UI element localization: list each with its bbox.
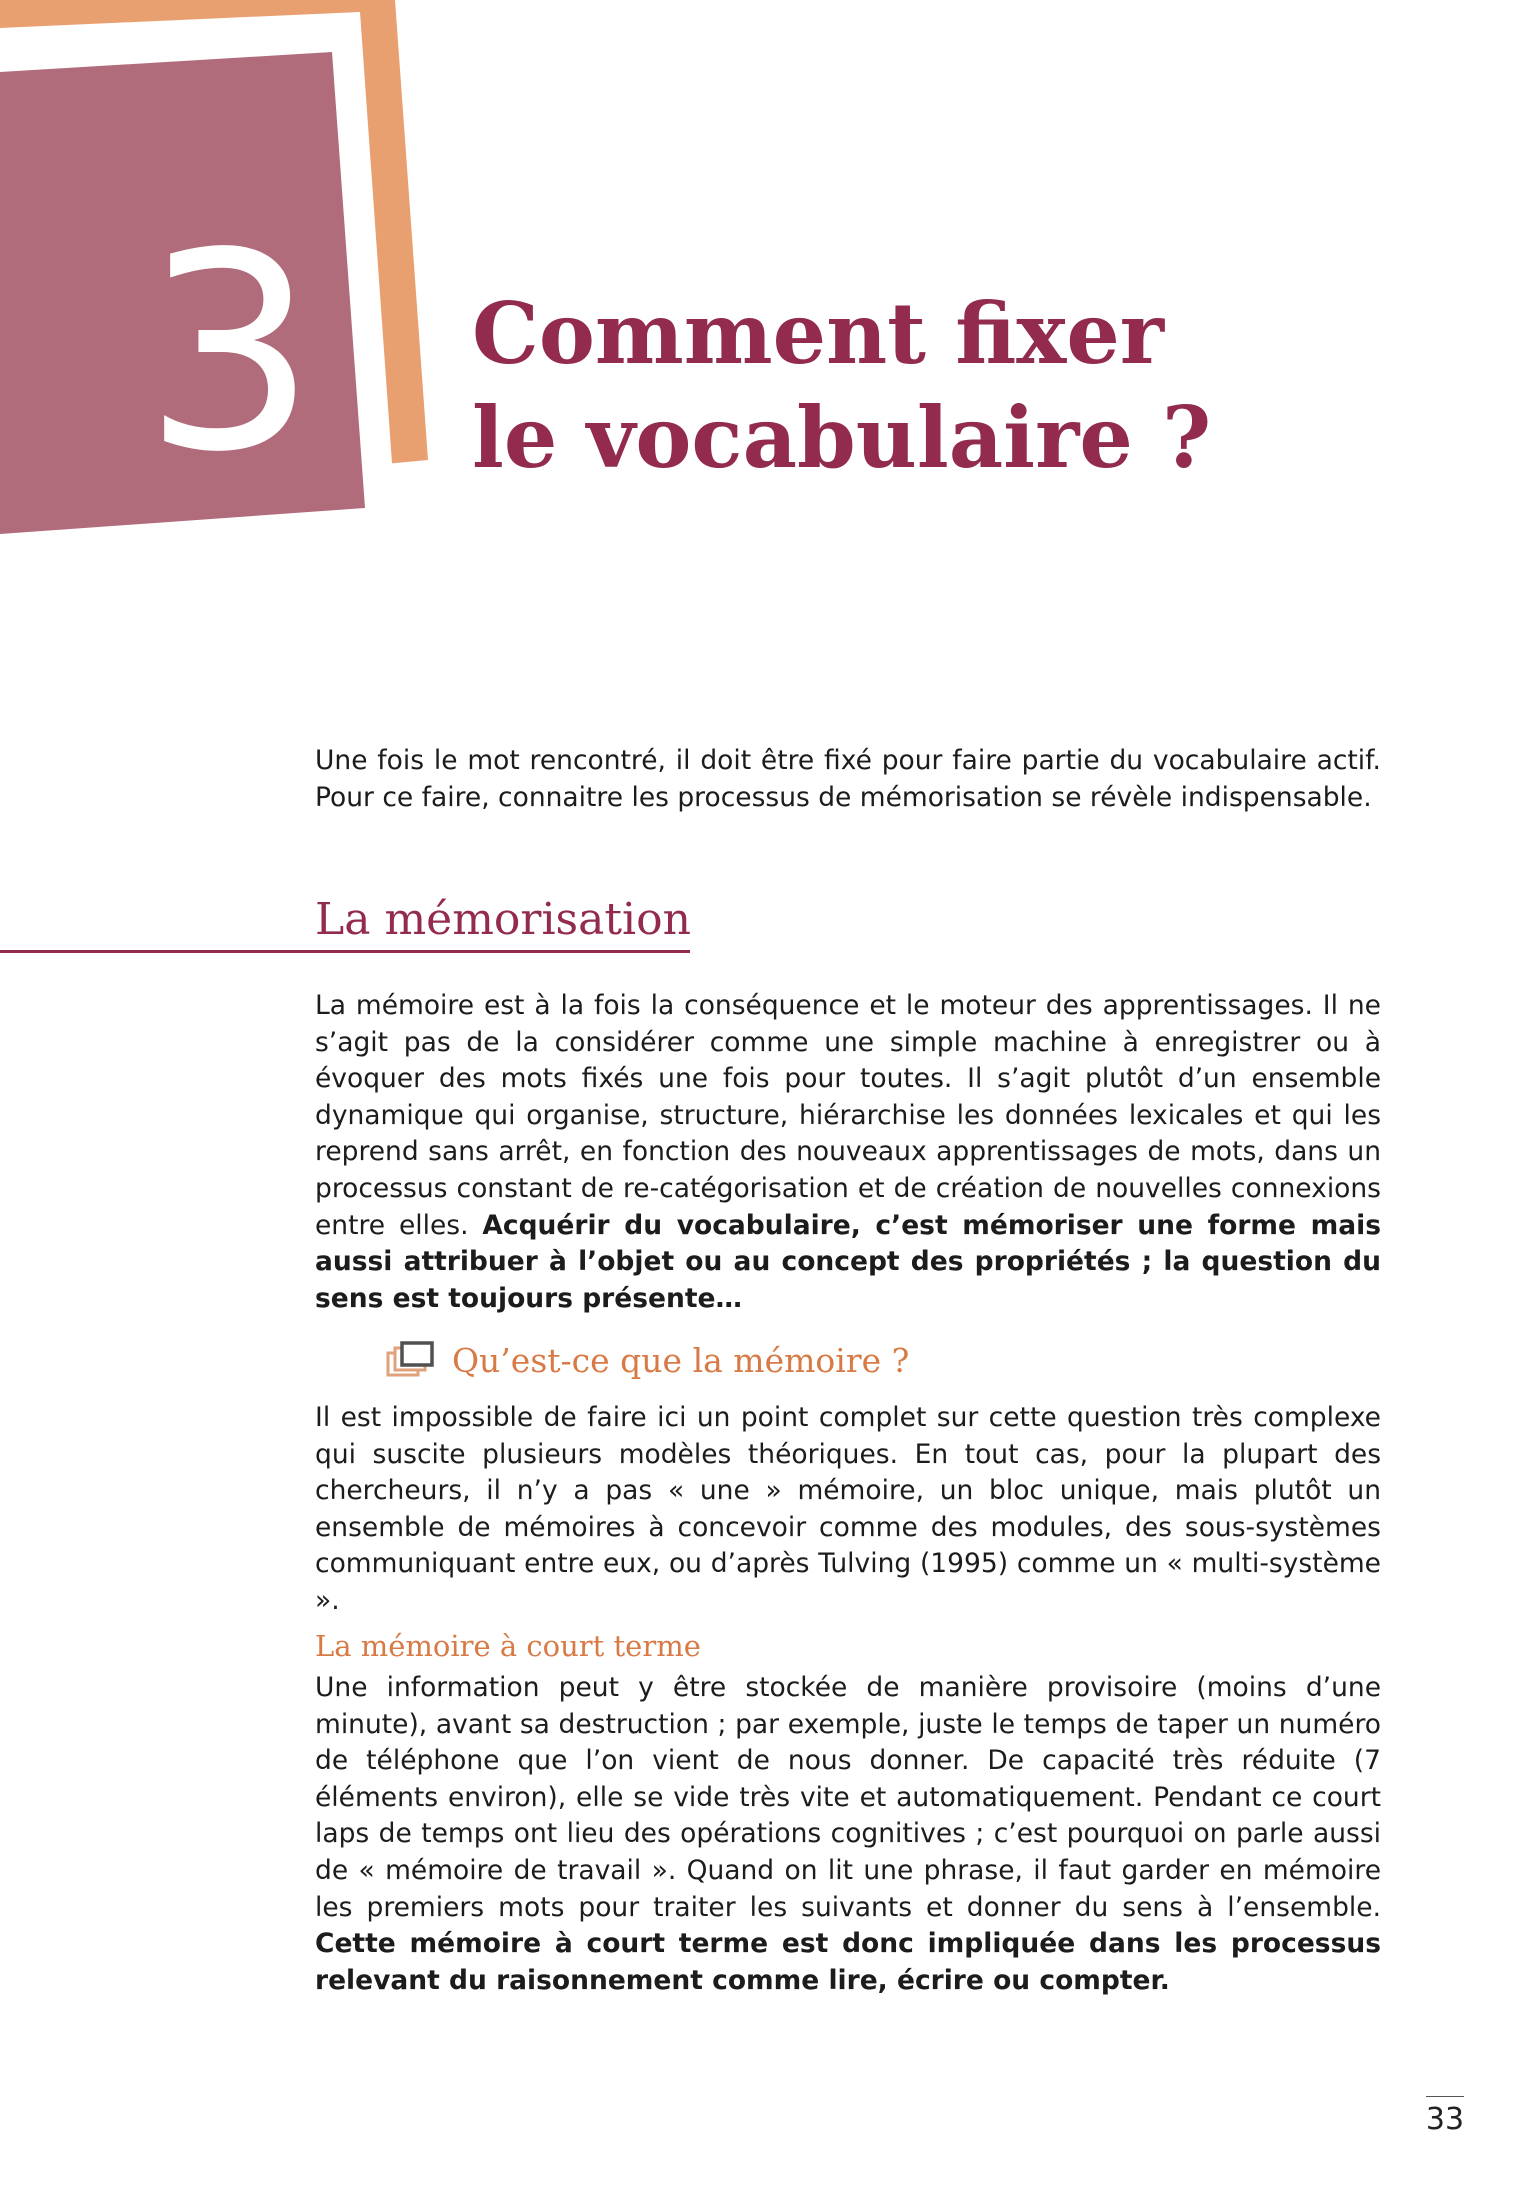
chapter-title xyxy=(472,282,1211,490)
memorisation-text: La mémoire est à la fois la conséquence et le moteur des apprentissages. Il ne s’agit pas de la considérer comme une simple machine à enregistrer ou à évoquer des mots fixés une fois pour toutes. Il s’agit plutôt d’un ensemble dynamique qui organise, structure, hiérarchise les données lexicales et qui les reprend sans arrêt, en fonction des nouveaux apprentissages de mots, dans un processus constant de re-catégorisation et de création de nouvelles connexions entre elles. xyxy=(315,990,1381,1241)
memorisation-bold-text: Acquérir du vocabulaire, c’est mémoriser une forme mais aussi attribuer à l’objet ou au concept des propriétés ; la question du sens est toujours présente… xyxy=(315,1209,1381,1314)
intro-paragraph: Une fois le mot rencontré, il doit être fixé pour faire partie du vocabulaire actif. Pour ce faire, connaitre les processus de mémorisation se révèle indispensable. xyxy=(315,745,1381,813)
subsection-heading-label: Qu’est-ce que la mémoire ? xyxy=(452,1340,910,1380)
stacked-squares-icon xyxy=(386,1340,438,1380)
chapter-title-line2: le vocabulaire ? xyxy=(472,388,1212,487)
short-term-text: Une information peut y être stockée de manière provisoire (moins d’une minute), avant sa destruction ; par exemple, juste le temps de taper un numéro de téléphone que l’on vient de nous donner. De capacité très réduite (7 éléments environ), elle se vide très vite et automatiquement. Pendant ce court laps de temps ont lieu des opérations cognitives ; c’est pourquoi on parle aussi de « mémoire de travail ». Quand on lit une phrase, il faut garder en mémoire les premiers mots pour traiter les suivants et donner du sens à l’ensemble. xyxy=(315,1672,1381,1923)
chapter-number: 3 xyxy=(143,196,317,512)
memorisation-paragraph xyxy=(315,988,1381,1317)
page-number: 33 xyxy=(1425,2102,1465,2137)
page-number-rule xyxy=(1426,2096,1464,2097)
chapter-title-line1: Comment fixer xyxy=(472,284,1165,383)
section-heading: La mémorisation xyxy=(315,894,691,945)
short-term-heading: La mémoire à court terme xyxy=(315,1629,701,1663)
section-heading-rule xyxy=(0,950,690,953)
subsection-heading xyxy=(386,1335,909,1385)
short-term-paragraph xyxy=(315,1670,1381,1999)
subsection-paragraph: Il est impossible de faire ici un point complet sur cette question très complexe qui suscite plusieurs modèles théoriques. En tout cas, pour la plupart des chercheurs, il n’y a pas « une » mémoire, un bloc unique, mais plutôt un ensemble de mémoires à concevoir comme des modules, des sous-systèmes communiquant entre eux, ou d’après Tulving (1995) comme un « multi-système ». xyxy=(315,1402,1381,1616)
short-term-bold-text: Cette mémoire à court terme est donc impliquée dans les processus relevant du raisonnement comme lire, écrire ou compter. xyxy=(315,1928,1381,1996)
